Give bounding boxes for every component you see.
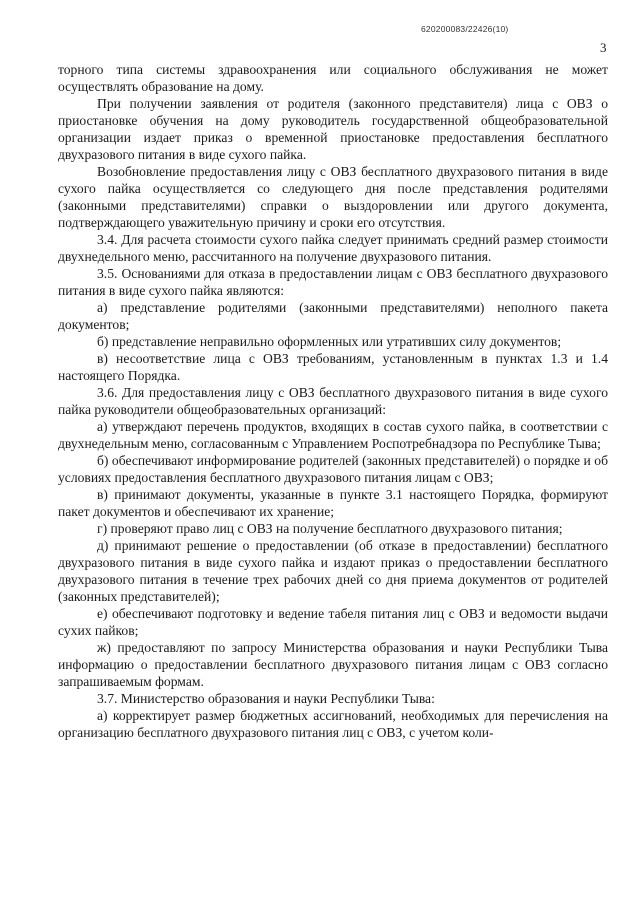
clause-3-5-b: б) представление неправильно оформленных или утративших силу документов; xyxy=(97,334,562,349)
page-number: 3 xyxy=(600,40,607,55)
clause-3-6-e: д) принимают решение о предоставлении (об отказе в предоставлении) бесплатного двухразового питания в виде сухого пайка и издают приказ о предоставлении бесплатного двухразового питания в течение трех рабочих дней со дня приема документов от родителей (законных представителей); xyxy=(58,538,608,604)
paragraph-continuation: торного типа системы здравоохранения или социального обслуживания не может осуществлять образование на дому. xyxy=(58,62,608,94)
clause-3-5: 3.5. Основаниями для отказа в предоставлении лицам с ОВЗ бесплатного двухразового питания в виде сухого пайка являются: xyxy=(58,266,608,298)
clause-3-6-f: е) обеспечивают подготовку и ведение табеля питания лиц с ОВЗ и ведомости выдачи сухих пайков; xyxy=(58,606,608,638)
clause-3-7-a: а) корректирует размер бюджетных ассигнований, необходимых для перечисления на организацию бесплатного двухразового питания лиц с ОВЗ, с учетом коли- xyxy=(58,708,608,740)
document-body xyxy=(58,61,608,741)
clause-3-5-c: в) несоответствие лица с ОВЗ требованиям, установленным в пунктах 1.3 и 1.4 настоящего Порядка. xyxy=(58,351,608,383)
paragraph: При получении заявления от родителя (законного представителя) лица с ОВЗ о приостановке обучения на дому руководитель государственной общеобразовательной организации издает приказ о временной приостановке предоставления бесплатного двухразового питания в виде сухого пайка. xyxy=(58,96,608,162)
clause-3-6-a: а) утверждают перечень продуктов, входящих в состав сухого пайка, в соответствии с двухнедельным меню, согласованным с Управлением Роспотребнадзора по Республике Тыва; xyxy=(58,419,608,451)
clause-3-6-b: б) обеспечивают информирование родителей (законных представителей) о порядке и об условиях предоставления бесплатного двухразового питания лицам с ОВЗ; xyxy=(58,453,608,485)
clause-3-4: 3.4. Для расчета стоимости сухого пайка следует принимать средний размер стоимости двухнедельного меню, рассчитанного на получение двухразового питания. xyxy=(58,232,608,264)
clause-3-6-g: ж) предоставляют по запросу Министерства образования и науки Республики Тыва информацию о предоставлении бесплатного двухразового питания лицам с ОВЗ согласно запрашиваемым формам. xyxy=(58,640,608,689)
paragraph: Возобновление предоставления лицу с ОВЗ бесплатного двухразового питания в виде сухого пайка осуществляется со следующего дня после представления родителями (законными представителями) справки о выздоровлении или другого документа, подтверждающего уважительную причину и сроки его отсутствия. xyxy=(58,164,608,230)
clause-3-7: 3.7. Министерство образования и науки Республики Тыва: xyxy=(97,691,435,706)
clause-3-5-a: а) представление родителями (законными представителями) неполного пакета документов; xyxy=(58,300,608,332)
clause-3-6-d: г) проверяют право лиц с ОВЗ на получение бесплатного двухразового питания; xyxy=(97,521,563,536)
clause-3-6-c: в) принимают документы, указанные в пункте 3.1 настоящего Порядка, формируют пакет документов и обеспечивают их хранение; xyxy=(58,487,608,519)
clause-3-6: 3.6. Для предоставления лицу с ОВЗ бесплатного двухразового питания в виде сухого пайка руководители общеобразовательных организаций: xyxy=(58,385,608,417)
document-id: 620200083/22426(10) xyxy=(421,24,509,34)
